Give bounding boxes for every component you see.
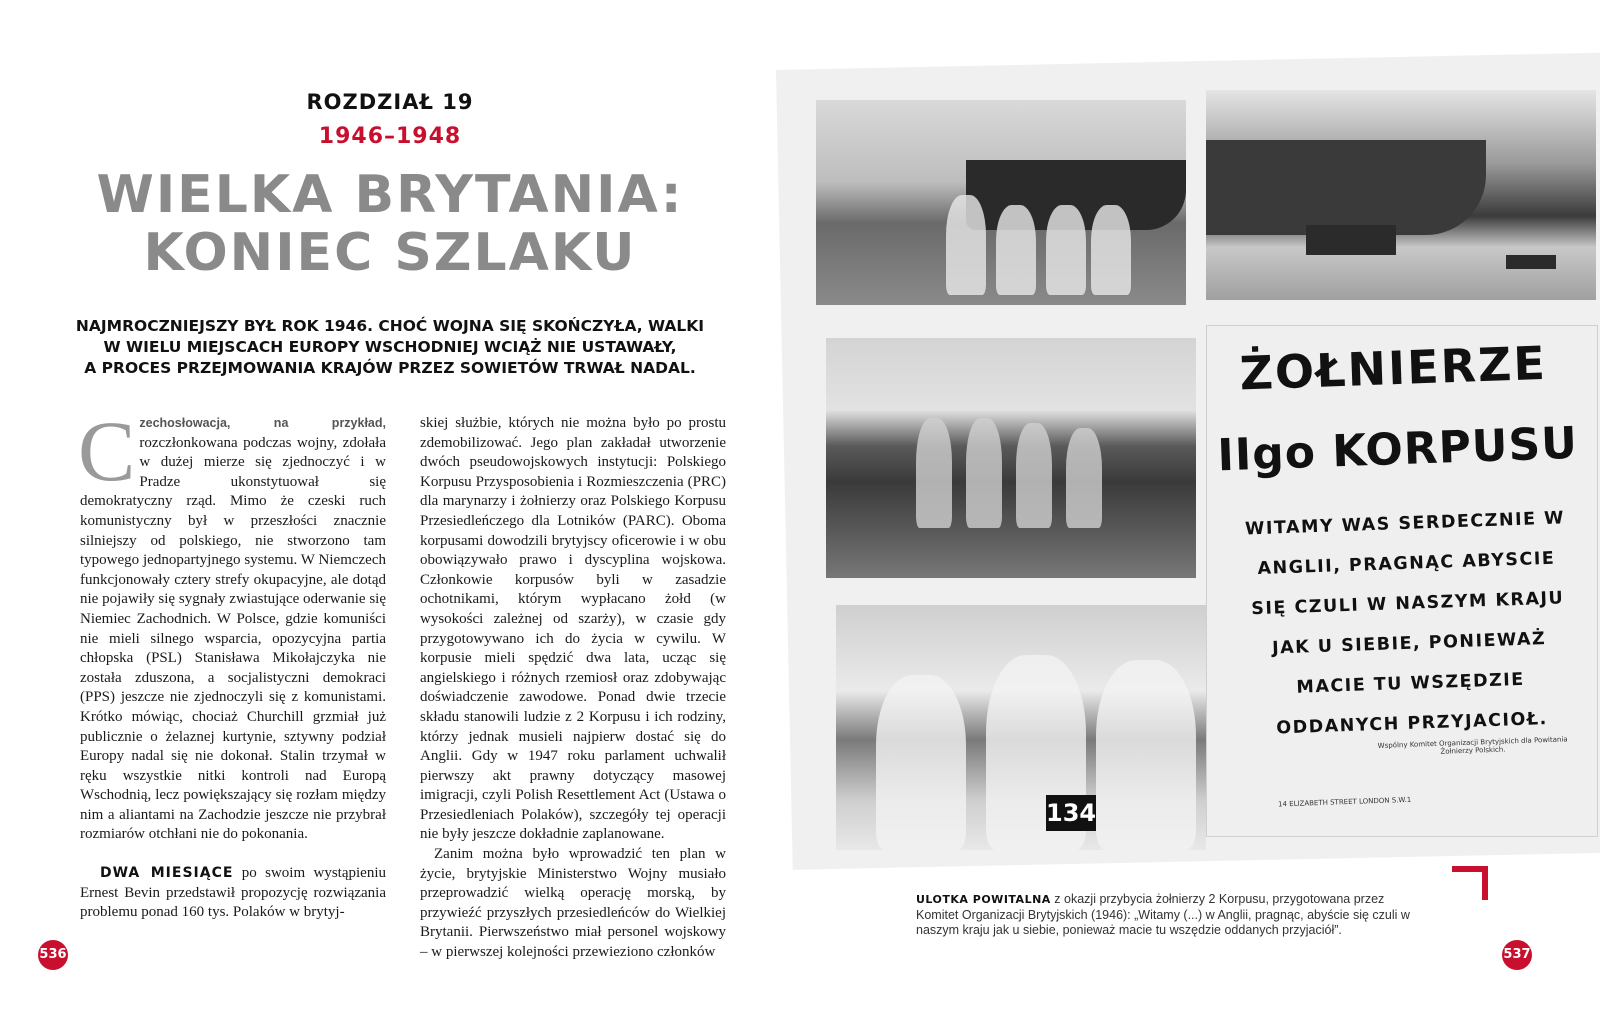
lead-line-2: W WIELU MIEJSCACH EUROPY WSCHODNIEJ WCIĄŻ NIE USTAWAŁY, [103,338,677,356]
photo-soldiers-at-dock [816,100,1186,305]
soldier-figure [876,675,966,850]
photo-caption [916,892,1416,939]
body-text: rozczłonkowana podczas wojny, zdołała w dużej mierze się zjednoczyć i w Pradze ukonstytuował się demokratyczny rząd. Mimo że czeski ruch komunistyczny był w przeszłości znacznie silniejszy od polskiego, nie stworzono tam typowego jednopartyjnego systemu. W Niemczech funkcjonowały cztery strefy okupacyjne, ale dotąd nie pojawiły się sygnały zwiastujące oderwanie się Niemiec Zachodnich. W Polsce, gdzie komuniści nie mieli silnego wsparcia, opozycyjna partia chłopska (PSL) Stanisława Mikołajczyka nie została zduszona, a socjalistyczni demokraci (PPS) jeszcze nie zjednoczyli się z komunistami. Krótko mówiąc, chociaż Churchill grzmiał już publicznie o żelaznej kurtynie, sztywny podział Europy nadal się nie dokonał. Stalin trzymał w ręku wszystkie nitki kontroli nad Europą Wschodnią, lecz powiększający się rozłam między nim a aliantami na Zachodzie jeszcze nie przybrał rozmiarów otchłani nie do pokonania. [80,434,386,843]
caption-label: ULOTKA POWITALNA [916,893,1051,906]
sign-heading-2: IIgo KORPUSU [1216,417,1579,482]
lead-line-3: A PROCES PRZEJMOWANIA KRAJÓW PRZEZ SOWIETÓW TRWAŁ NADAL. [84,359,696,377]
soldier-figure [1096,660,1196,850]
boat [1306,225,1396,255]
chapter-years: 1946–1948 [318,124,462,149]
lead-line-1: NAJMROCZNIEJSZY BYŁ ROK 1946. CHOĆ WOJNA SIĘ SKOŃCZYŁA, WALKI [75,317,705,335]
text-column-2 [420,414,726,963]
page-number-right: 537 [1502,940,1532,970]
paragraph [78,403,386,845]
paragraph: skiej służbie, których nie można było po prostu zdemobilizować. Jego plan zakładał utworzenie dwóch pseudowojskowych instytucji: Polskiego Korpusu Przysposobienia i Rozmieszczenia (PRC) dla marynarzy i żołnierzy oraz Polskiego Korpusu Przesiedleńczego dla Lotników (PARC). Oboma korpusami dowodzili brytyjscy oficerowie i w obu obowiązywało prawo i dyscyplina wojskowa. Członkowie korpusów byli w zasadzie ochotnikami, którym wypłacano żołd (w wysokości zależnej od szarży), w czasie gdy przygotowywano ich do życia w cywilu. W korpusie mieli spędzić dwa lata, ucząc się angielskiego i różnych rzemiosł oraz zdobywając doświadczenie zawodowe. Ponad dwie trzecie składu stanowili ludzie z 2 Korpusu i ich rodziny, którzy jednak musieli najpierw dostać się do Anglii. Gdy w 1947 roku parlament uchwalił pierwszy akt prawny dotyczący masowej imigracji, czyli Polish Resettlement Act (Ustawa o Przesiedleniach Polaków), szczegóły tej operacji nie były jeszcze dokładnie zaplanowane. [420,415,726,843]
sign-body: WITAMY WAS SERDECZNIE W ANGLII, PRAGNĄC ABYSCIE SIĘ CZULI W NASZYM KRAJU JAK U SIEBIE, PONIEWAŻ MACIE TU WSZĘDZIE ODDANYCH PRZYJACIOŁ. [1244,508,1566,739]
photo-collage [776,70,1600,870]
number-placard: 134 [1046,795,1096,831]
soldier-figure [966,418,1002,528]
chapter-title [0,166,780,282]
lead-paragraph [60,316,720,379]
soldier-figure [1066,428,1102,528]
title-line-2: KONIEC SZLAKU [143,223,637,283]
photo-soldiers-on-deck [826,338,1196,578]
caption-text: z okazji przybycia żołnierzy 2 Korpusu, przygotowana przez Komitet Organizacji Brytyjskich (1946): „Witamy (...) w Anglii, pragnąc, abyście się czuli w naszym kraju jak u siebie, ponieważ macie tu wszędzie oddanych przyjaciół”. [916,892,1410,937]
soldier-figure [946,195,986,295]
welcome-leaflet-photo [1206,325,1598,837]
body-text: po swoim wystąpieniu Ernest Bevin przedstawił propozycję rozwiązania problemu ponad 160 tys. Polaków w brytyj- [80,865,386,921]
soldier-figure [996,205,1036,295]
title-line-1: WIELKA BRYTANIA: [96,165,684,225]
soldier-figure [1016,423,1052,528]
photo-ship-in-harbor [1206,90,1596,300]
sign-heading-1: ŻOŁNIERZE [1238,335,1548,401]
section-subhead: DWA MIESIĄCE [100,865,234,882]
sign-footer: Wspólny Komitet Organizacji Brytyjskich dla Powitania Żołnierzy Polskich. [1377,735,1568,756]
paragraph: Zanim można było wprowadzić ten plan w życie, brytyjskie Ministerstwo Wojny musiało przeprowadzić wielką operację morską, by przywieźć przyszłych przesiedleńców do Wielkiej Brytanii. Pierwszeństwo miał personel wojskowy – w pierwszej kolejności przewieziono członków [420,846,726,961]
left-page [0,0,780,1036]
text-column-1 [78,403,386,923]
ship-hull [1206,140,1486,235]
welcome-sign [1206,325,1598,837]
rowboat [1506,255,1556,269]
corner-bracket-decoration [1452,866,1488,900]
sign-address: 14 ELIZABETH STREET LONDON S.W.1 [1277,795,1412,809]
chapter-label: ROZDZIAŁ 19 [306,90,474,114]
paragraph [80,864,386,923]
drop-cap: C [78,403,136,499]
soldier-figure [1091,205,1131,295]
lead-in-text: zechosłowacja, na przykład, [139,416,386,430]
soldier-figure [916,418,952,528]
page-number-left: 536 [38,940,68,970]
photo-three-soldiers-portrait [836,605,1206,850]
soldier-figure [1046,205,1086,295]
